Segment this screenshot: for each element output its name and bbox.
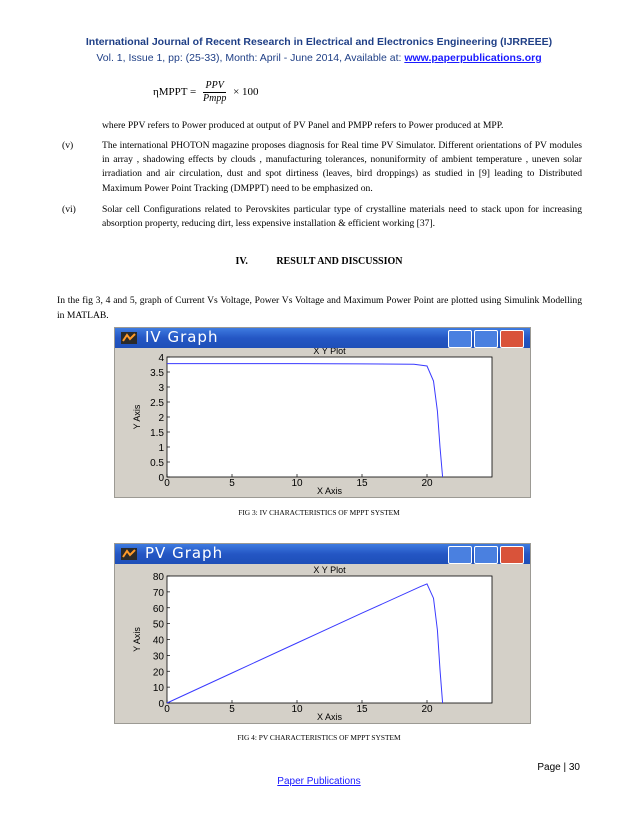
maximize-button[interactable] bbox=[474, 330, 498, 348]
section-number: IV. bbox=[235, 256, 248, 267]
chart-title: X Y Plot bbox=[313, 348, 346, 356]
close-button[interactable] bbox=[500, 546, 524, 564]
pv-plot bbox=[115, 564, 530, 723]
x-tick-label: 10 bbox=[291, 478, 303, 489]
x-tick-label: 10 bbox=[291, 704, 303, 715]
matlab-icon bbox=[121, 332, 137, 344]
pv-graph-window bbox=[114, 543, 531, 724]
y-tick-label: 50 bbox=[152, 619, 164, 631]
issue-text: Vol. 1, Issue 1, pp: (25-33), Month: April - June 2014, Available at: bbox=[96, 52, 405, 64]
x-tick-label: 0 bbox=[164, 704, 170, 715]
y-tick-label: 0 bbox=[158, 473, 164, 484]
y-axis-label: Y Axis bbox=[132, 404, 142, 430]
section-heading bbox=[0, 256, 638, 267]
x-tick-label: 5 bbox=[229, 704, 235, 715]
x-tick-label: 20 bbox=[421, 478, 433, 489]
journal-url-link[interactable]: www.paperpublications.org bbox=[404, 52, 542, 64]
maximize-button[interactable] bbox=[474, 546, 498, 564]
page-number: Page | 30 bbox=[537, 762, 580, 773]
matlab-icon bbox=[121, 548, 137, 560]
list-item-number: (v) bbox=[62, 140, 74, 151]
window-titlebar bbox=[115, 328, 530, 348]
mppt-formula bbox=[153, 80, 259, 105]
minimize-button[interactable] bbox=[448, 330, 472, 348]
journal-title: International Journal of Recent Research in Electrical and Electronics Engineering (IJRREEE) bbox=[85, 36, 553, 48]
figure-caption: FIG 4: PV CHARACTERISTICS OF MPPT SYSTEM bbox=[237, 733, 401, 742]
y-tick-label: 2 bbox=[158, 413, 164, 424]
formula-rhs: × 100 bbox=[233, 86, 259, 99]
figure-caption: FIG 3: IV CHARACTERISTICS OF MPPT SYSTEM bbox=[238, 508, 400, 517]
body-paragraph: In the fig 3, 4 and 5, graph of Current Vs Voltage, Power Vs Voltage and Maximum Power Point are plotted using Simulink Modelling in MATLAB. bbox=[57, 295, 582, 321]
formula-denominator: Pmpp bbox=[203, 93, 227, 104]
y-tick-label: 1.5 bbox=[150, 428, 164, 439]
window-title: PV Graph bbox=[145, 544, 224, 562]
y-tick-label: 2.5 bbox=[150, 398, 164, 409]
plot-area bbox=[167, 357, 492, 477]
y-tick-label: 4 bbox=[158, 353, 164, 364]
y-tick-label: 10 bbox=[152, 683, 164, 695]
x-tick-label: 15 bbox=[356, 478, 368, 489]
y-tick-label: 60 bbox=[152, 603, 164, 615]
y-tick-label: 3 bbox=[158, 383, 164, 394]
publisher-footer-link[interactable]: Paper Publications bbox=[277, 776, 361, 787]
iv-plot bbox=[115, 348, 530, 497]
x-tick-label: 15 bbox=[356, 704, 368, 715]
formula-numerator: PPV bbox=[203, 80, 226, 93]
formula-fraction bbox=[203, 80, 226, 105]
x-axis-label: X Axis bbox=[316, 486, 343, 496]
list-item-text: Solar cell Configurations related to Perovskites particular type of crystalline materials need to stack upon for increasing absorption property, reducing dirt, less expensive installation & efficient working [37]. bbox=[102, 204, 582, 230]
list-item-text: The international PHOTON magazine proposes diagnosis for Real time PV Simulator. Different orientations of PV modules in array , shadowing effects by clouds , manufacturing tolerances, nonuniformity of ambient temperature , uneven solar irradiation and air circulation, dust and spot dirtiness (leaves, bird droppings) as studied in [9] leading to Distributed Maximum Power Point Tracking (DMPPT) need to be emphasized on. bbox=[102, 140, 582, 194]
y-tick-label: 70 bbox=[152, 587, 164, 599]
y-axis-label: Y Axis bbox=[132, 627, 142, 652]
list-item-number: (vi) bbox=[62, 204, 76, 215]
y-tick-label: 40 bbox=[152, 635, 164, 647]
close-button[interactable] bbox=[500, 330, 524, 348]
y-tick-label: 0 bbox=[158, 699, 164, 710]
x-tick-label: 20 bbox=[421, 704, 433, 715]
x-axis-label: X Axis bbox=[316, 712, 343, 722]
y-tick-label: 3.5 bbox=[150, 368, 164, 379]
y-tick-label: 30 bbox=[152, 651, 164, 663]
chart-title: X Y Plot bbox=[313, 565, 346, 575]
y-tick-label: 0.5 bbox=[150, 458, 164, 469]
formula-lhs: ηMPPT = bbox=[153, 86, 197, 99]
iv-graph-window bbox=[114, 327, 531, 498]
minimize-button[interactable] bbox=[448, 546, 472, 564]
y-tick-label: 20 bbox=[152, 667, 164, 679]
x-tick-label: 0 bbox=[164, 478, 170, 489]
x-tick-label: 5 bbox=[229, 478, 235, 489]
window-titlebar bbox=[115, 544, 530, 564]
y-tick-label: 80 bbox=[152, 572, 164, 583]
section-title: RESULT AND DISCUSSION bbox=[276, 256, 403, 267]
where-text: where PPV refers to Power produced at output of PV Panel and PMPP refers to Power produced at MPP. bbox=[102, 120, 504, 131]
y-tick-label: 1 bbox=[158, 443, 164, 454]
plot-area bbox=[167, 576, 492, 703]
journal-issue-line bbox=[0, 52, 638, 64]
window-title: IV Graph bbox=[145, 328, 219, 346]
